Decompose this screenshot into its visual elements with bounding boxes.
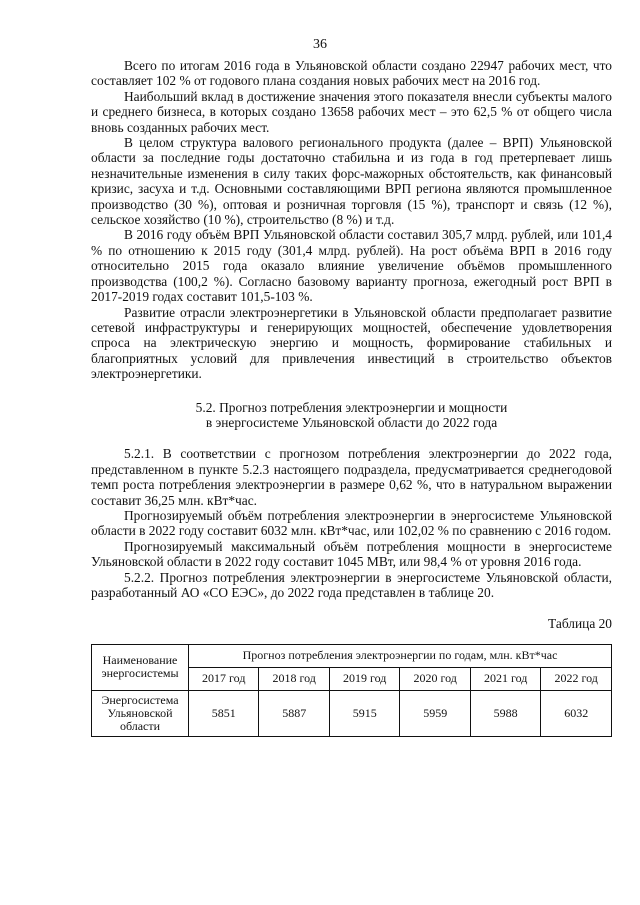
paragraph: В целом структура валового регионального продукта (далее – ВРП) Ульяновской области за последние годы достаточно стабильна и из года в год претерпевает лишь незначительные изменения в силу таких форс-мажорных обстоятельств, как финансовый кризис, засуха и т.д. Основными составляющими ВРП региона являются промышленное производство (30 %), оптовая и розничная торговля (15 %), транспорт и связь (12 %), сельское хозяйство (10 %), строительство (8 %) и т.д. (91, 135, 612, 228)
column-header-year: 2017 год (189, 667, 259, 690)
column-header-year: 2019 год (329, 667, 399, 690)
page-number: 36 (313, 37, 327, 52)
forecast-table (91, 644, 612, 737)
column-header-system: Наименование энергосистемы (92, 644, 189, 690)
value-cell: 5887 (259, 690, 329, 736)
section-heading-line2: в энергосистеме Ульяновской области до 2022 года (205, 414, 498, 430)
section-heading-line1: 5.2. Прогноз потребления электроэнергии и мощности (195, 399, 508, 415)
section-heading (91, 400, 612, 431)
paragraph: Всего по итогам 2016 года в Ульяновской области создано 22947 рабочих мест, что составляет 102 % от годового плана создания новых рабочих мест на 2016 год. (91, 58, 612, 89)
table-row (92, 690, 612, 736)
column-header-year: 2018 год (259, 667, 329, 690)
column-header-year: 2021 год (470, 667, 540, 690)
table-caption: Таблица 20 (548, 616, 612, 632)
column-group-header: Прогноз потребления электроэнергии по годам, млн. кВт*час (189, 644, 612, 667)
value-cell: 6032 (541, 690, 612, 736)
column-header-year: 2022 год (541, 667, 612, 690)
paragraph: Развитие отрасли электроэнергетики в Ульяновской области предполагает развитие сетевой инфраструктуры и генерирующих мощностей, обеспечение удовлетворения спроса на электрическую энергию и мощность, формирование стабильных и благоприятных условий для привлечения инвестиций в строительство объектов электроэнергетики. (91, 304, 612, 382)
paragraph: Прогнозируемый объём потребления электроэнергии в энергосистеме Ульяновской области в 2022 году составит 6032 млн. кВт*час, или 102,02 % по сравнению с 2016 годом. (91, 507, 612, 539)
value-cell: 5988 (470, 690, 540, 736)
row-name-cell: Энергосистема Ульяновской области (92, 690, 189, 736)
value-cell: 5915 (329, 690, 399, 736)
paragraph: 5.2.1. В соответствии с прогнозом потребления электроэнергии до 2022 года, представленном в пункте 5.2.3 настоящего подраздела, предусматривается среднегодовой темп роста потребления электроэнергии в размере 0,62 %, что в натуральном выражении составит 36,25 млн. кВт*час. (91, 446, 612, 508)
paragraph: Прогнозируемый максимальный объём потребления мощности в энергосистеме Ульяновской области в 2022 году составит 1045 МВт, или 98,4 % от уровня 2016 года. (91, 538, 612, 570)
paragraph: Наибольший вклад в достижение значения этого показателя внесли субъекты малого и среднего бизнеса, в которых создано 13658 рабочих мест – это 62,5 % от общего числа вновь созданных рабочих мест. (91, 88, 612, 135)
value-cell: 5959 (400, 690, 470, 736)
document-body (91, 58, 612, 737)
paragraph: В 2016 году объём ВРП Ульяновской области составил 305,7 млрд. рублей, или 101,4 % по отношению к 2015 году (301,4 млрд. рублей). На рост объёма ВРП в 2016 году относительно 2015 года оказало влияние увеличение объёмов промышленного производства (100,2 %). Согласно базовому варианту прогноза, ежегодный рост ВРП в 2017-2019 годах составит 101,5-103 %. (91, 227, 612, 305)
paragraph: 5.2.2. Прогноз потребления электроэнергии в энергосистеме Ульяновской области, разработанный АО «СО ЕЭС», до 2022 года представлен в таблице 20. (91, 569, 612, 600)
column-header-year: 2020 год (400, 667, 470, 690)
value-cell: 5851 (189, 690, 259, 736)
